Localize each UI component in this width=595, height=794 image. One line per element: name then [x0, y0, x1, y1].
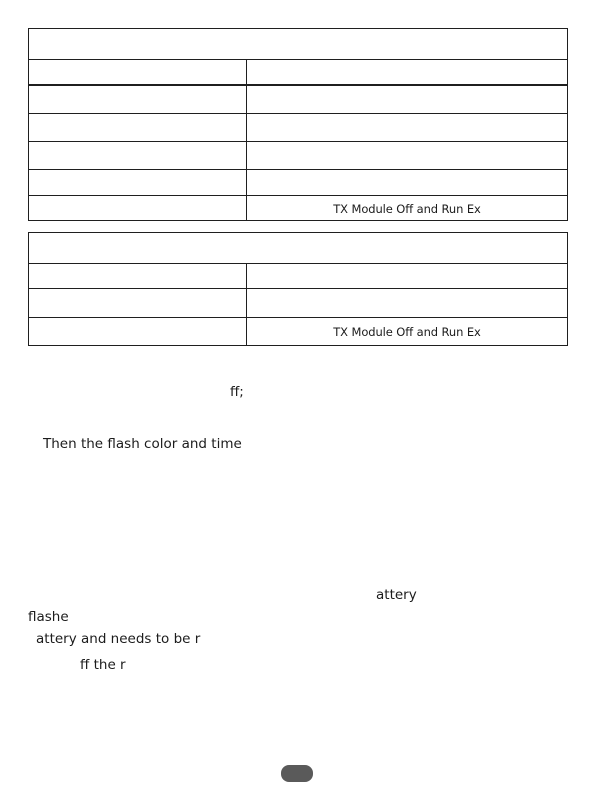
text-fragment-3: attery: [376, 587, 417, 603]
table-2-cell-mode: TX Module Off and Run Ex: [333, 325, 481, 339]
table-2: [28, 232, 568, 346]
text-fragment-5: attery and needs to be r: [36, 631, 201, 647]
text-fragment-4: flashe: [28, 609, 69, 625]
table-row: [29, 141, 567, 170]
table-2-header-row: [29, 263, 567, 288]
table-1-header-row: [29, 59, 567, 85]
text-fragment-6: ff the r: [80, 657, 126, 673]
table-row: [29, 113, 567, 142]
table-1-cell-mode: TX Module Off and Run Ex: [333, 202, 481, 216]
table-1: [28, 28, 568, 221]
table-row: [29, 84, 567, 113]
text-fragment-1: ff;: [230, 384, 244, 400]
table-row: [29, 288, 567, 317]
column-divider: [246, 59, 247, 220]
text-fragment-2: Then the flash color and time: [43, 436, 242, 452]
table-row: [29, 169, 567, 195]
page-number-badge: [281, 765, 313, 782]
